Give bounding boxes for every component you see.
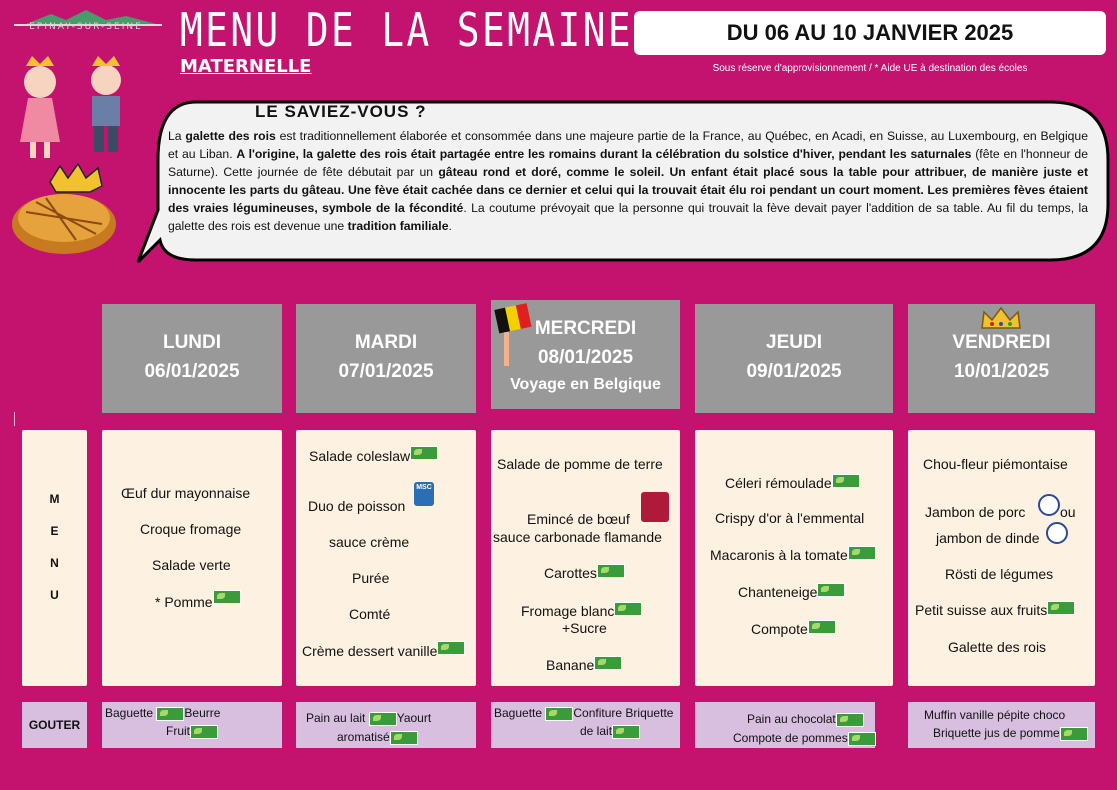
day-header-jeudi (695, 304, 893, 413)
day-header-lundi (102, 304, 282, 413)
menu-column-mercredi (491, 430, 680, 686)
menu-column-mardi (296, 430, 476, 686)
organic-label-icon (614, 602, 642, 616)
date-range: DU 06 AU 10 JANVIER 2025 (634, 11, 1106, 55)
menu-item: Crispy d'or à l'emmental (715, 510, 865, 526)
organic-label-icon (597, 564, 625, 578)
day-name: LUNDI (162, 332, 222, 353)
menu-letter: M (49, 492, 60, 506)
menu-item: sauce carbonade flamande (493, 529, 662, 545)
galette-des-rois-icon (6, 162, 136, 258)
french-poultry-label-icon (1046, 522, 1068, 544)
menu-item: Chou-fleur piémontaise (923, 456, 1068, 472)
french-pork-label-icon (1038, 494, 1060, 516)
menu-letter: N (50, 556, 59, 570)
organic-label-icon (190, 725, 218, 739)
city-name: EPINAY-SUR-SEINE (29, 22, 143, 32)
gouter-item: Baguette Beurre (105, 706, 221, 720)
menu-item: Jambon de porc (925, 504, 1026, 520)
gouter-cell-jeudi (695, 702, 875, 748)
organic-label-icon (817, 583, 845, 597)
day-name: MARDI (354, 332, 418, 353)
organic-label-icon (594, 656, 622, 670)
day-name: VENDREDI (952, 332, 1051, 353)
did-you-know-text: La galette des rois est traditionnellement élaborée et consommée dans une majeure partie de la France, au Québec, en Acadi, en Suisse, au Luxembourg, en Belgique et au Liban. A l'origine, la galette des rois était partagée entre les romains durant la célébration du solstice d'hiver, pendant les saturnales (fête en l'honneur de Saturne). Cette journée de fête débutait par un gâteau rond et doré, comme le soleil. Un enfant était placé sous la table pour attribuer, de manière juste et innocente les parts du gâteau. Une fève était cachée dans ce dernier et celui qui la trouvait était élu roi pendant un court moment. Les premières fèves étaient des vraies légumineuses, symbole de la fécondité. La coutume prévoyait que la personne qui trouvait la fève devait payer l'addition de sa table. Au fil du temps, la galette des rois est devenue une tradition familiale. (168, 129, 1088, 233)
menu-item: Œuf dur mayonnaise (121, 485, 251, 501)
supply-note: Sous réserve d'approvisionnement / * Aide UE à destination des écoles (712, 63, 1028, 74)
organic-label-icon (1047, 601, 1075, 615)
did-you-know-title: LE SAVIEZ-VOUS ? (255, 102, 427, 121)
menu-letter: E (50, 524, 59, 538)
menu-item: Compote (751, 621, 836, 637)
organic-label-icon (612, 725, 640, 739)
menu-item: Galette des rois (948, 639, 1047, 655)
gouter-item: de lait (580, 724, 640, 739)
organic-label-icon (390, 731, 418, 745)
menu-item: Petit suisse aux fruits (915, 602, 1075, 618)
organic-label-icon (832, 474, 860, 488)
organic-label-icon (836, 713, 864, 727)
menu-item: Purée (352, 570, 390, 586)
gouter-item: Fruit (166, 724, 218, 739)
day-date: 08/01/2025 (537, 347, 634, 368)
organic-label-icon (848, 546, 876, 560)
menu-column-jeudi (695, 430, 893, 686)
gouter-item: Pain au chocolat (747, 712, 864, 727)
menu-item: Carottes (544, 565, 625, 581)
day-name: JEUDI (766, 332, 822, 353)
gouter-cell-lundi (102, 702, 282, 748)
menu-item: Salade verte (152, 557, 231, 573)
day-name: MERCREDI (534, 318, 637, 339)
menu-column-lundi (102, 430, 282, 686)
menu-item: jambon de dinde (936, 530, 1040, 546)
menu-label-column (22, 430, 87, 686)
organic-label-icon (848, 732, 876, 746)
belgian-flag-icon (494, 302, 532, 370)
menu-item: Comté (349, 606, 391, 622)
gouter-label-cell (22, 702, 87, 748)
gouter-cell-mardi (296, 702, 476, 748)
day-date: 10/01/2025 (953, 361, 1050, 382)
gouter-cell-vendredi (908, 702, 1095, 748)
menu-item: Céleri rémoulade (725, 475, 860, 491)
menu-item: sauce crème (329, 534, 410, 550)
page-subtitle: MATERNELLE (180, 56, 312, 77)
menu-item: Chanteneige (738, 584, 845, 600)
gouter-item: Baguette Confiture Briquette (494, 706, 674, 720)
menu-item: Salade coleslaw (309, 448, 438, 464)
crown-icon (980, 306, 1022, 332)
organic-label-icon (1060, 727, 1088, 741)
divider (14, 412, 15, 426)
kids-with-crowns-icon (2, 52, 142, 164)
gouter-item: Pain au lait Yaourt (306, 711, 432, 725)
menu-column-vendredi (908, 430, 1095, 686)
menu-item: Salade de pomme de terre (497, 456, 663, 472)
gouter-label: GOUTER (28, 718, 81, 732)
menu-item: Emincé de bœuf (527, 511, 630, 527)
organic-label-icon (410, 446, 438, 460)
organic-label-icon (545, 707, 573, 721)
menu-letter: U (50, 588, 59, 602)
gouter-item: Compote de pommes (733, 731, 876, 746)
page-title: MENU DE LA SEMAINE (180, 3, 634, 57)
organic-label-icon (213, 590, 241, 604)
menu-item: Fromage blanc (521, 603, 642, 619)
gouter-cell-mercredi (491, 702, 680, 748)
day-date: 06/01/2025 (144, 361, 240, 382)
menu-item: Banane (546, 657, 622, 673)
gouter-item: Muffin vanille pépite choco (924, 708, 1066, 722)
menu-item: Croque fromage (140, 521, 242, 537)
day-date: 09/01/2025 (746, 361, 842, 382)
day-theme: Voyage en Belgique (510, 376, 661, 393)
menu-item: ou (1060, 504, 1076, 520)
gouter-item: aromatisé (337, 730, 418, 745)
menu-item: Crème dessert vanille (302, 643, 465, 659)
organic-label-icon (808, 620, 836, 634)
french-beef-label-icon (641, 492, 669, 522)
menu-item: Rösti de légumes (945, 566, 1054, 582)
organic-label-icon (369, 712, 397, 726)
menu-item: +Sucre (562, 620, 607, 636)
msc-label-icon: MSC (414, 482, 434, 506)
menu-item: Macaronis à la tomate (710, 547, 876, 563)
menu-item: Duo de poisson (308, 498, 406, 514)
organic-label-icon (156, 707, 184, 721)
menu-item: * Pomme (155, 594, 241, 610)
day-header-mardi (296, 304, 476, 413)
gouter-item: Briquette jus de pomme (933, 726, 1088, 741)
day-date: 07/01/2025 (338, 361, 434, 382)
organic-label-icon (437, 641, 465, 655)
